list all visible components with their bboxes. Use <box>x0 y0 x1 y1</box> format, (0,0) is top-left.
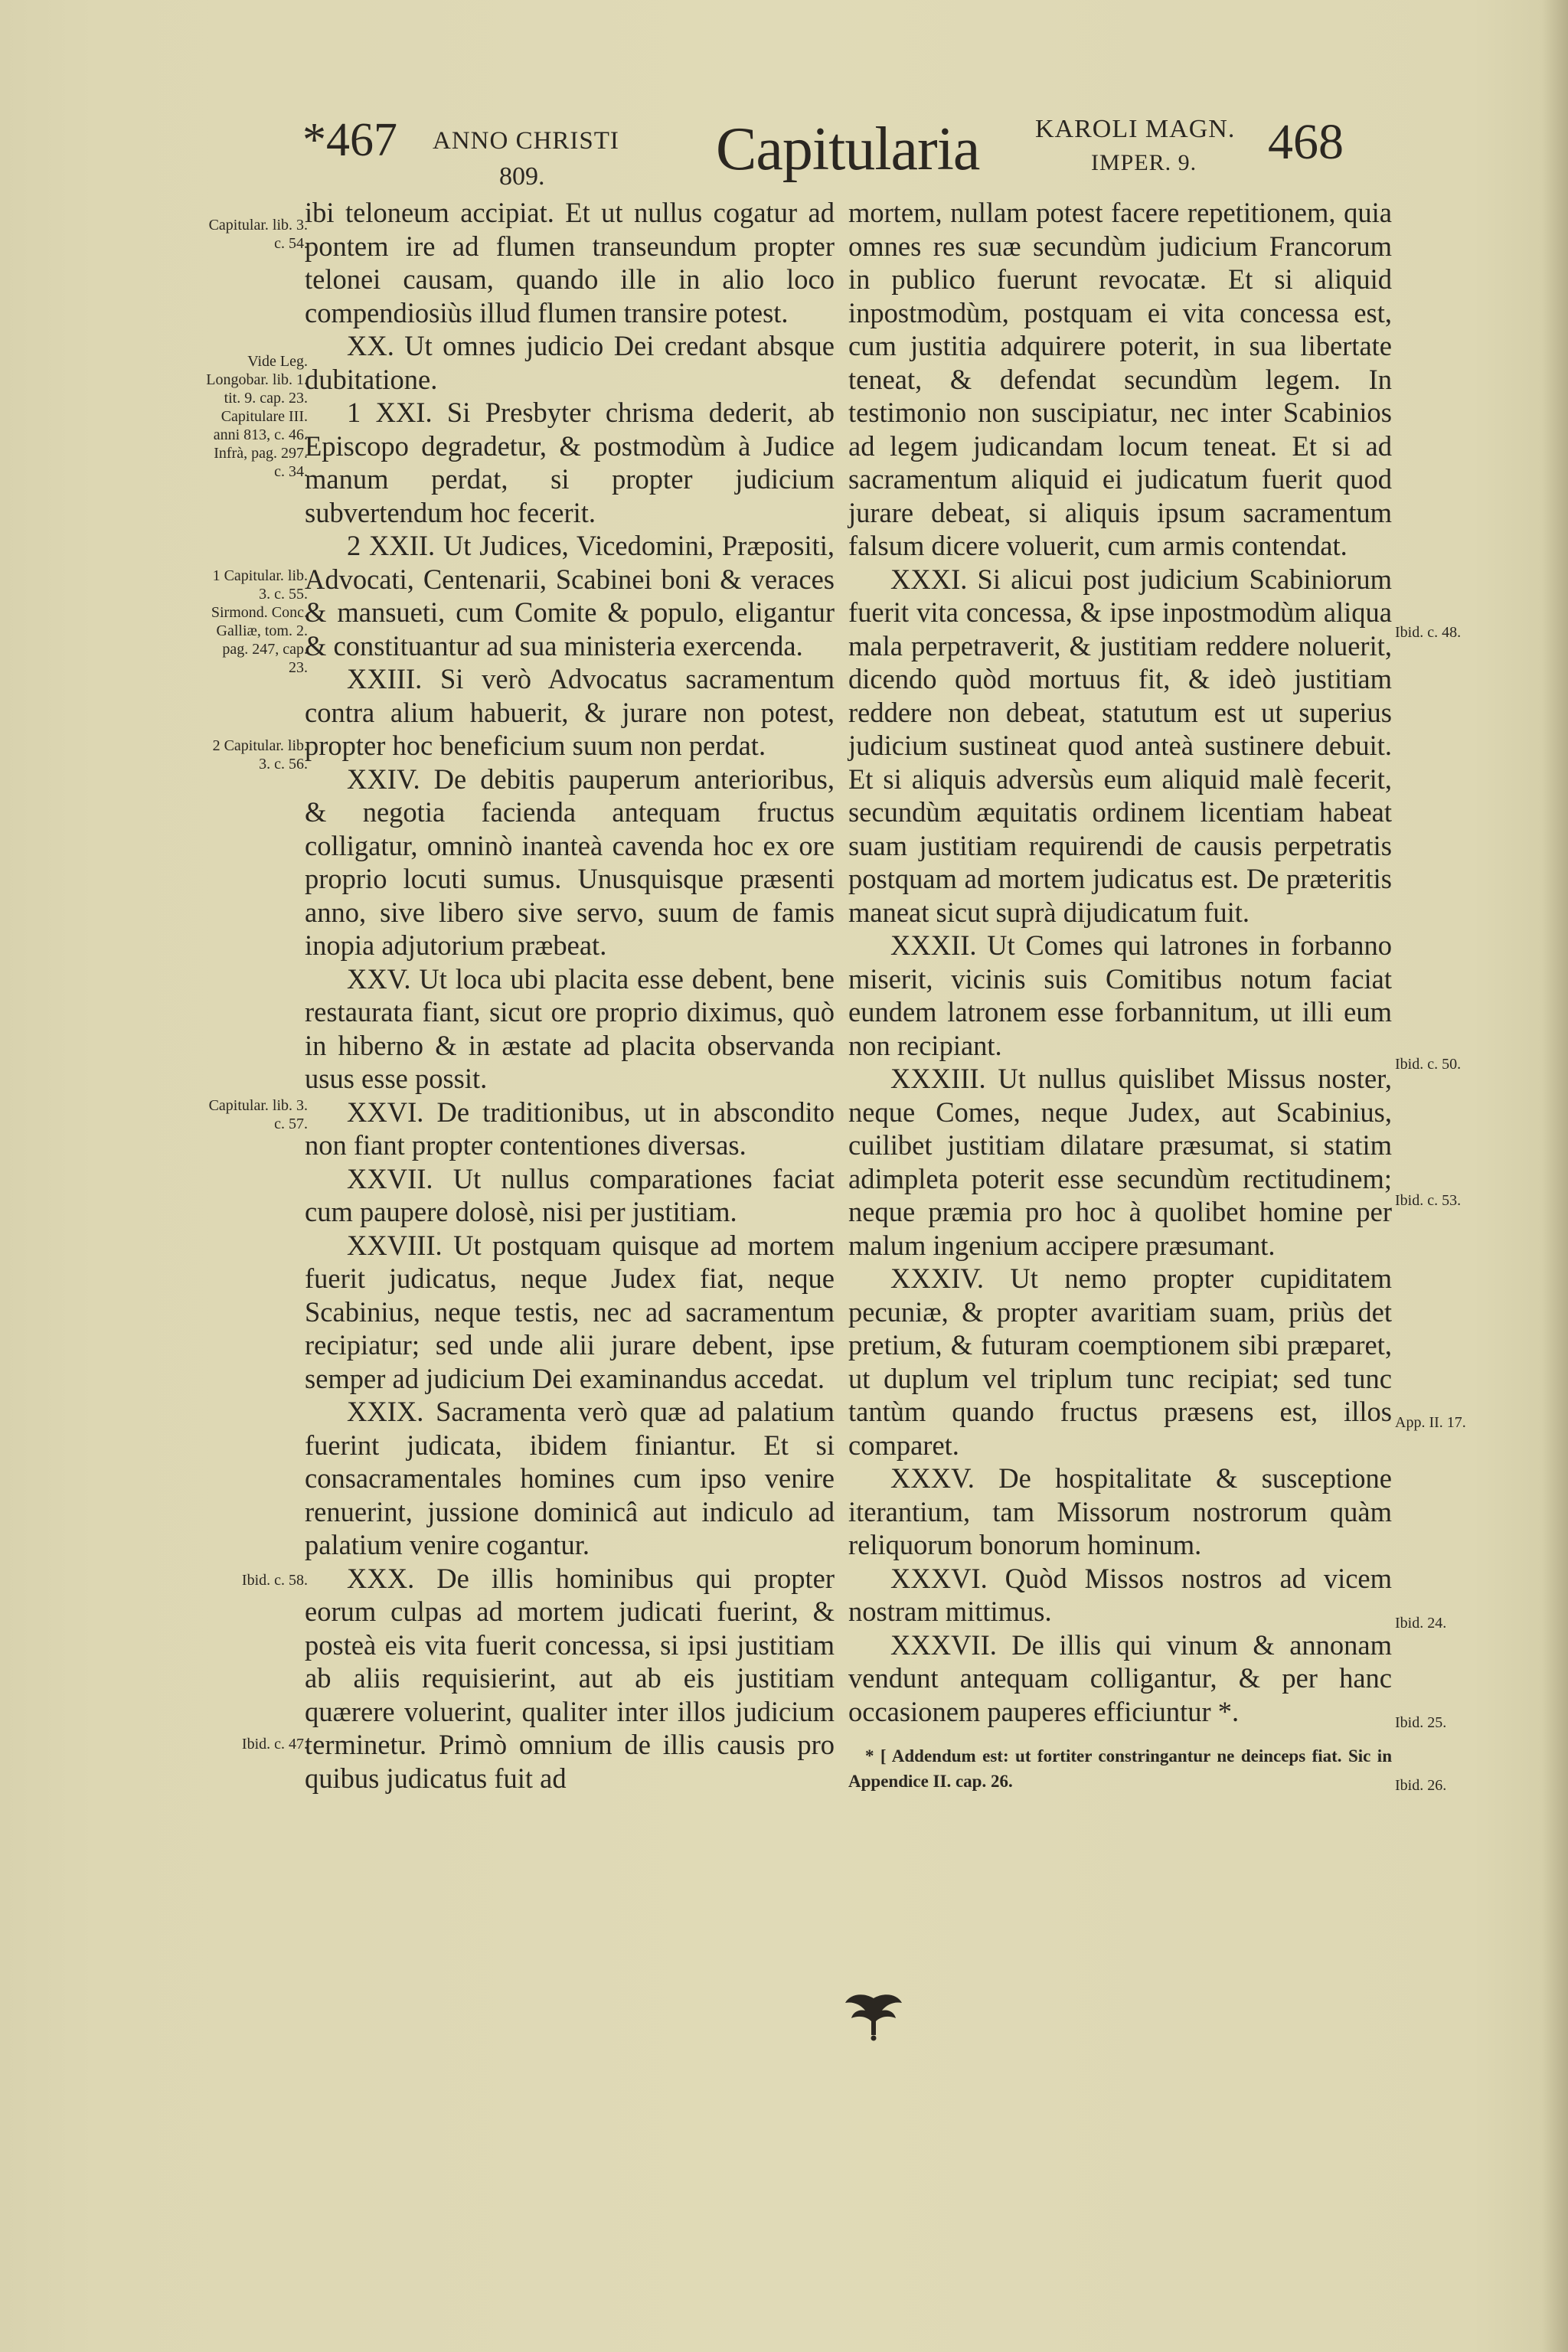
margin-note: Ibid. 26. <box>1395 1777 1447 1794</box>
margin-note: Ibid. 24. <box>1395 1615 1447 1632</box>
page-number-left: *467 <box>302 114 397 166</box>
paragraph: XXIII. Si verò Advocatus sacramentum contra alium habuerit, & jurare non potest, propter hoc beneficium suum non perdat. <box>305 663 835 761</box>
paragraph: XXXI. Si alicui post judicium Scabiniorum fuerit vita concessa, & ipse inpostmodùm aliqua mala perpetraverit, & justitiam reddere noluerit, dicendo quòd mortuus fit, & ideò justitiam reddere non debeat, statutum est ut superius judicium sustineat quod anteà sustinere debuit. Et si aliquis adversùs eum aliquid malè fecerit, secundùm æquitatis ordinem licentiam habeat suam justitiam requirendi de causis perpetratis postquam ad mortem judicatus est. De præteritis maneat sicut suprà dijudicatum fuit. <box>848 563 1392 928</box>
paragraph: 2 XXII. Ut Judices, Vicedomini, Præpositi, Advocati, Centenarii, Scabinei boni & veraces & mansueti, cum Comite & populo, eligantur & constituantur ad sua ministeria exercenda. <box>305 530 835 662</box>
fleuron-ornament-icon <box>841 1991 906 2041</box>
margin-note: 2 Capitular. lib. 3. c. 56. <box>212 737 308 773</box>
paragraph: XXVI. De traditionibus, ut in abscondito non fiant propter contentiones diversas. <box>305 1096 835 1161</box>
margin-note: Ibid. c. 48. <box>1395 624 1462 641</box>
page-edge-shadow <box>1542 0 1568 2352</box>
anno-christi-label: ANNO CHRISTI <box>433 127 619 155</box>
left-text-column <box>305 196 835 1795</box>
margin-note: Capitular. lib. 3. c. 54. <box>208 217 308 252</box>
karoli-magn-label: KAROLI MAGN. <box>1035 115 1236 143</box>
paragraph: XXXIII. Ut nullus quislibet Missus noster, neque Comes, neque Judex, aut Scabinius, cuilibet justitiam dilatare præsumat, si statim adimpleta poterit esse secundùm rectitudinem; neque præmia pro hoc à quolibet homine per malum ingenium accipere præsumant. <box>848 1063 1392 1261</box>
paragraph: ibi teloneum accipiat. Et ut nullus cogatur ad pontem ire ad flumen transeundum propter telonei causam, quando ille in alio loco compendiosiùs illud flumen transire potest. <box>305 197 835 328</box>
margin-note: Capitular. lib. 3. c. 57. <box>208 1097 308 1132</box>
footnote: * [ Addendum est: ut fortiter constringantur ne deinceps fiat. Sic in Appendice II. cap. 26. <box>848 1746 1392 1791</box>
paragraph: XXXV. De hospitalitate & susceptione iterantium, tam Missorum nostrorum quàm reliquorum bonorum hominum. <box>848 1462 1392 1560</box>
right-text-column <box>848 196 1392 1794</box>
paragraph: XXXVII. De illis qui vinum & annonam vendunt antequam colligantur, & per hanc occasionem pauperes efficiuntur *. <box>848 1628 1392 1727</box>
margin-note: Ibid. 25. <box>1395 1714 1447 1731</box>
paragraph: XXIX. Sacramenta verò quæ ad palatium fuerint judicata, ibidem finiantur. Et si consacramentales homines cum ipso venire renuerint, jussione dominicâ aut indiculo ad palatium venire cogantur. <box>305 1396 835 1560</box>
year-label: 809. <box>499 162 545 191</box>
page-number-right: 468 <box>1268 114 1344 170</box>
margin-note: Ibid. c. 47. <box>241 1736 308 1753</box>
paragraph: XXVIII. Ut postquam quisque ad mortem fuerit judicatus, neque Judex fiat, neque Scabinius, neque testis, nec ad sacramentum recipiatur; sed unde alii jurare debent, ipse semper ad judicium Dei examinandus accedat. <box>305 1229 835 1394</box>
paragraph: XXXIV. Ut nemo propter cupiditatem pecuniæ, & propter avaritiam suam, priùs det pretium, & futuram coemptionem sibi præparet, ut duplum vel triplum tunc recipiat; sed tunc tantùm quando fructus præsens est, illos comparet. <box>848 1263 1392 1461</box>
paragraph: XXXII. Ut Comes qui latrones in forbanno miserit, vicinis suis Comitibus notum faciat eundem latronem esse forbannitum, ut illi eum non recipiant. <box>848 929 1392 1061</box>
paragraph: XXV. Ut loca ubi placita esse debent, bene restaurata fiant, sicut ore proprio diximus, quò in hiberno & in æstate ad placita observanda usus esse possit. <box>305 962 835 1094</box>
paragraph: XXVII. Ut nullus comparationes faciat cum paupere dolosè, nisi per justitiam. <box>305 1162 835 1227</box>
paragraph: XXIV. De debitis pauperum anterioribus, & negotia facienda antequam fructus colligatur, omninò inanteà cavenda hoc ex ore proprio locuti sumus. Unusquisque præsenti anno, sive libero sive servo, suum de famis inopia adjutorium præbeat. <box>305 763 835 961</box>
paragraph: XX. Ut omnes judicio Dei credant absque dubitatione. <box>305 330 835 395</box>
running-title: Capitularia <box>716 116 980 183</box>
paragraph: XXX. De illis hominibus qui propter eorum culpas ad mortem judicati fuerint, & posteà eis vita fuerit concessa, si ipsi justitiam ab aliis requisierint, aut ab eis justitiam quærere voluerint, qualiter inter illos judicium terminetur. Primò omnium de illis causis pro quibus judicatus fuit ad <box>305 1562 835 1794</box>
imper-label: IMPER. 9. <box>1091 150 1197 175</box>
paragraph: mortem, nullam potest facere repetitionem, quia omnes res suæ secundùm judicium Francorum in publico fuerunt revocatæ. Et si aliquid inpostmodùm, postquam ei vita concessa est, cum justitia adquirere poterit, in sua libertate teneat, & defendat secundùm legem. In testimonio non suscipiatur, nec inter Scabinios ad legem judicandam locum teneat. Et si ad sacramentum aliquid ei judicatum fuerit quod jurare debeat, si aliquis ipsum sacramentum falsum dicere voluerit, cum armis contendat. <box>848 197 1392 561</box>
margin-note: Ibid. c. 58. <box>241 1572 308 1589</box>
paragraph: 1 XXI. Si Presbyter chrisma dederit, ab Episcopo degradetur, & postmodùm à Judice manum perdat, si propter judicium subvertendum hoc fecerit. <box>305 397 835 528</box>
margin-note: 1 Capitular. lib. 3. c. 55. Sirmond. Conc. Galliæ, tom. 2. pag. 247, cap. 23. <box>211 567 308 676</box>
margin-note: Ibid. c. 50. <box>1395 1056 1462 1073</box>
margin-note: Ibid. c. 53. <box>1395 1192 1462 1209</box>
margin-note: Vide Leg. Longobar. lib. 1. tit. 9. cap. 23. Capitulare III. anni 813, c. 46. Infrà, pag. 297. c. 34. <box>206 353 308 480</box>
margin-note: App. II. 17. <box>1395 1414 1466 1431</box>
paragraph: XXXVI. Quòd Missos nostros ad vicem nostram mittimus. <box>848 1562 1392 1627</box>
